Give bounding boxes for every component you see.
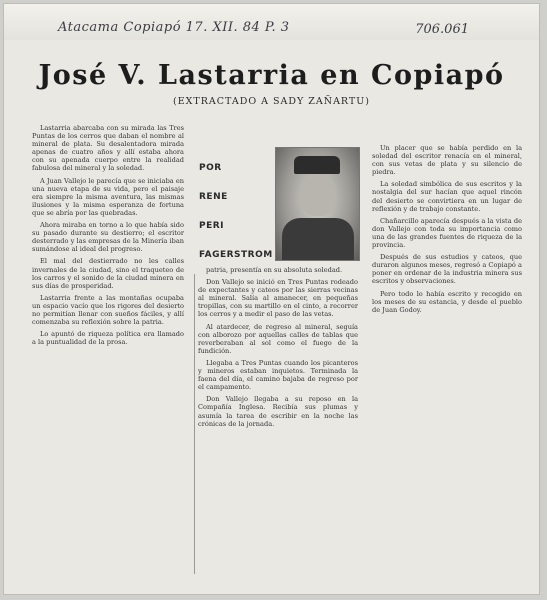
paragraph: Al atardecer, de regreso al mineral, seguía con alborozo por aquellas calles de tablas que reverberaban al sol como el fuego de la fundición. [198, 322, 358, 355]
paragraph: Ahora miraba en torno a lo que había sido su pasado durante su destierro; el escritor desterrado y las empresas de la Minería iban sumándose al ideal del progreso. [32, 221, 184, 254]
photo-coat-shape [282, 218, 354, 260]
article-column-middle [198, 266, 358, 586]
article-subtitle: (EXTRACTADO A SADY ZAÑARTU) [173, 96, 370, 107]
paragraph: Chañarcillo aparecía después a la vista de don Vallejo con toda su importancia como una de las grandes fuentes de riqueza de la provincia. [372, 216, 522, 250]
column-divider [194, 274, 195, 574]
paragraph: Lastarria abarcaba con su mirada las Tres Puntas de los cerros que daban el nombre al mineral de plata. Su desalentadora mirada apenas de cuatro años y allí estaba ahora con su apenada cuerpo entre la realidad fabulosa del mineral y la soledad. [32, 124, 184, 173]
byline-line: FAGERSTROM [199, 250, 273, 260]
paragraph: Lo apuntó de riqueza política era llamado a la puntualidad de la prosa. [32, 330, 184, 347]
author-byline [199, 154, 273, 270]
paragraph: Después de sus estudios y cateos, que duraron algunos meses, regresó a Copiapó a poner en ordenar de la industria minera sus escritos y observaciones. [372, 253, 522, 286]
paragraph: Pero todo lo había escrito y recogido en los meses de su estancia, y desde el pueblo de Juan Godoy. [372, 289, 522, 314]
paragraph: El mal del destierrado no les calles invernales de la ciudad, sino el traqueteo de los carros y el sonido de la ciudad minera en sus días de prosperidad. [32, 257, 184, 290]
paragraph: A Juan Vallejo le parecía que se iniciaba en una nueva etapa de su vida, pero el paisaje era siempre la misma aventura, las mismas ilusiones y la misma esperanza de fortuna que se abría por las quebradas. [32, 176, 184, 217]
paragraph: patria, presentía en su absoluta soledad. [206, 266, 343, 274]
paragraph: Don Vallejo se inició en Tres Puntas rodeado de expectantes y cateos por las sierras vecinas al mineral. Salía al amanecer, en pequeñas tropillas, con su martillo en el cinto, a recorrer los cerros y a medir el paso de las vetas. [198, 278, 358, 319]
photo-face-shape [300, 174, 336, 216]
article-column-right [372, 144, 522, 584]
newspaper-clipping [4, 4, 539, 594]
handwritten-note: Atacama Copiapó 17. XII. 84 P. 3 [58, 20, 290, 35]
author-photo [275, 147, 360, 261]
article-column-left [32, 124, 184, 584]
article-title: José V. Lastarria en Copiapó [38, 60, 505, 91]
byline-line: PERI [199, 221, 225, 231]
archive-code: 706.061 [415, 22, 469, 37]
photo-cap-shape [294, 156, 340, 174]
paragraph: Un placer que se había perdido en la soledad del escritor renacía en el mineral, con sus vetas de plata y su silencio de piedra. [372, 144, 522, 177]
byline-line: RENE [199, 192, 228, 202]
paragraph: Llegaba a Tres Puntas cuando los picanteros y mineros estaban inquietos. Terminada la faena del día, el camino bajaba de regreso por el campamento. [198, 358, 358, 392]
paragraph: Don Vallejo llegaba a su reposo en la Compañía Inglesa. Recibía sus plumas y asumía la tarea de escribir en la noche las crónicas de la jornada. [198, 395, 358, 428]
paragraph: La soledad simbólica de sus escritos y la nostalgia del sur hacían que aquel rincón del desierto se convirtiera en un lugar de reflexión y de trabajo constante. [372, 180, 522, 213]
paragraph: Lastarria frente a las montañas ocupaba un espacio vacío que los rigores del desierto no permitían llenar con sueños fáciles, y allí comenzaba su reflexión sobre la patria. [32, 293, 184, 327]
byline-line: POR [199, 163, 222, 173]
